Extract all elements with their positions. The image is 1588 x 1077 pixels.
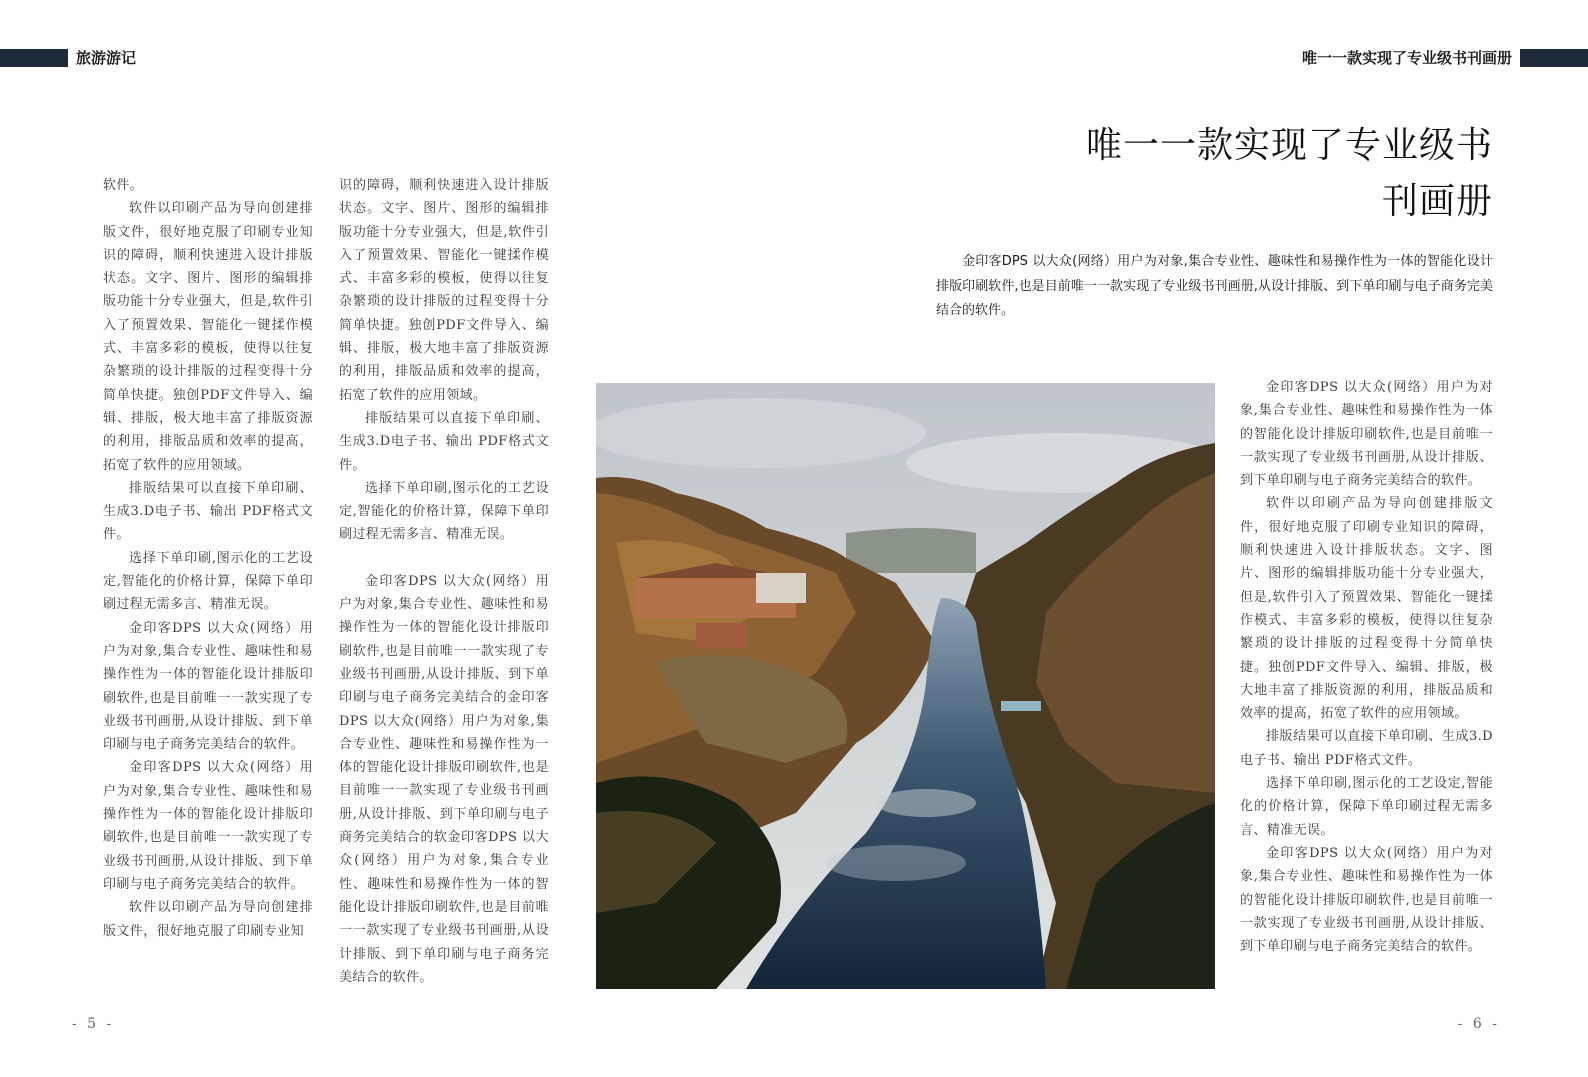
paragraph: 软件以印刷产品为导向创建排版文件，很好地克服了印刷专业知识的障碍，顺利快速进入设计排版状态。文字、图片、图形的编辑排版功能十分专业强大，但是,软件引入了预置效果、智能化一键揉作模式、丰富多彩的模板，使得以往复杂繁琐的设计排版的过程变得十分简单快捷。独创PDF文件导入、编辑、排版，极大地丰富了排版资源的利用，排版品质和效率的提高，拓宽了软件的应用领域。 — [103, 201, 313, 473]
paragraph: 软件以印刷产品为导向创建排版文件，很好地克服了印刷专业知 — [103, 900, 313, 939]
paragraph: 金印客DPS 以大众(网络）用户为对象,集合专业性、趣味性和易操作性为一体的智能化设计排版印刷软件,也是目前唯一一款实现了专业级书刊画册,从设计排版、到下单印刷与电子商务完美结合的软件。 — [103, 760, 313, 892]
text-column-2 — [339, 174, 549, 989]
page-number-right: - 6 - — [1457, 1016, 1500, 1032]
text-column-1 — [103, 174, 313, 943]
paragraph: 排版结果可以直接下单印刷、生成3.D电子书、输出 PDF格式文件。 — [339, 410, 549, 473]
paragraph: 金印客DPS 以大众(网络）用户为对象,集合专业性、趣味性和易操作性为一体的智能化设计排版印刷软件,也是目前唯一一款实现了专业级书刊画册,从设计排版、到下单印刷与电子商务完美结合的金印客DPS 以大众(网络）用户为对象,集合专业性、趣味性和易操作性为一体的智能化设计排版印刷软件,也是目前唯一一款实现了专业级书刊画册,从设计排版、到下单印刷与电子商务完美结合的软金印客DPS 以大众(网络）用户为对象,集合专业性、趣味性和易操作性为一体的智能化设计排版印刷软件,也是目前唯一一款实现了专业级书刊画册,从设计排版、到下单印刷与电子商务完美结合的软件。 — [339, 573, 549, 985]
paragraph: 金印客DPS 以大众(网络）用户为对象,集合专业性、趣味性和易操作性为一体的智能化设计排版印刷软件,也是目前唯一一款实现了专业级书刊画册,从设计排版、到下单印刷与电子商务完美结合的软件。 — [103, 620, 313, 753]
river-landscape-illustration — [596, 383, 1215, 989]
paragraph: 排版结果可以直接下单印刷、生成3.D电子书、输出 PDF格式文件。 — [1240, 729, 1493, 768]
river-photo — [596, 383, 1215, 989]
paragraph: 金印客DPS 以大众(网络）用户为对象,集合专业性、趣味性和易操作性为一体的智能化设计排版印刷软件,也是目前唯一一款实现了专业级书刊画册,从设计排版、到下单印刷与电子商务完美结合的软件。 — [1240, 380, 1493, 489]
header-bar-right — [1520, 49, 1588, 67]
page-title: 唯一一款实现了专业级书刊画册 — [1085, 125, 1493, 222]
paragraph: 软件。 — [103, 178, 144, 193]
running-title: 唯一一款实现了专业级书刊画册 — [1301, 49, 1512, 67]
intro-paragraph: 金印客DPS 以大众(网络）用户为对象,集合专业性、趣味性和易操作性为一体的智能化设计排版印刷软件,也是目前唯一一款实现了专业级书刊画册,从设计排版、到下单印刷与电子商务完美结合的软件。 — [936, 254, 1493, 318]
page-number-left: - 5 - — [72, 1016, 115, 1032]
paragraph: 选择下单印刷,图示化的工艺设定,智能化的价格计算，保障下单印刷过程无需多言、精准无误。 — [1240, 776, 1493, 838]
section-label: 旅游游记 — [76, 49, 137, 67]
paragraph: 金印客DPS 以大众(网络）用户为对象,集合专业性、趣味性和易操作性为一体的智能化设计排版印刷软件,也是目前唯一一款实现了专业级书刊画册,从设计排版、到下单印刷与电子商务完美结合的软件。 — [1240, 845, 1493, 955]
header-bar-left — [0, 49, 68, 67]
paragraph: 选择下单印刷,图示化的工艺设定,智能化的价格计算，保障下单印刷过程无需多言、精准无误。 — [339, 480, 549, 543]
paragraph: 识的障碍，顺利快速进入设计排版状态。文字、图片、图形的编辑排版功能十分专业强大，但是,软件引入了预置效果、智能化一键揉作模式、丰富多彩的模板，使得以往复杂繁琐的设计排版的过程变得十分简单快捷。独创PDF文件导入、编辑、排版，极大地丰富了排版资源的利用，排版品质和效率的提高，拓宽了软件的应用领域。 — [339, 178, 549, 403]
paragraph: 软件以印刷产品为导向创建排版文件，很好地克服了印刷专业知识的障碍，顺利快速进入设计排版状态。文字、图片、图形的编辑排版功能十分专业强大，但是,软件引入了预置效果、智能化一键揉作模式、丰富多彩的模板，使得以往复杂繁琐的设计排版的过程变得十分简单快捷。独创PDF文件导入、编辑、排版，极大地丰富了排版资源的利用，排版品质和效率的提高，拓宽了软件的应用领域。 — [1240, 496, 1493, 722]
text-column-3 — [1240, 376, 1493, 958]
paragraph: 排版结果可以直接下单印刷、生成3.D电子书、输出 PDF格式文件。 — [103, 480, 313, 543]
paragraph: 选择下单印刷,图示化的工艺设定,智能化的价格计算，保障下单印刷过程无需多言、精准无误。 — [103, 550, 313, 613]
